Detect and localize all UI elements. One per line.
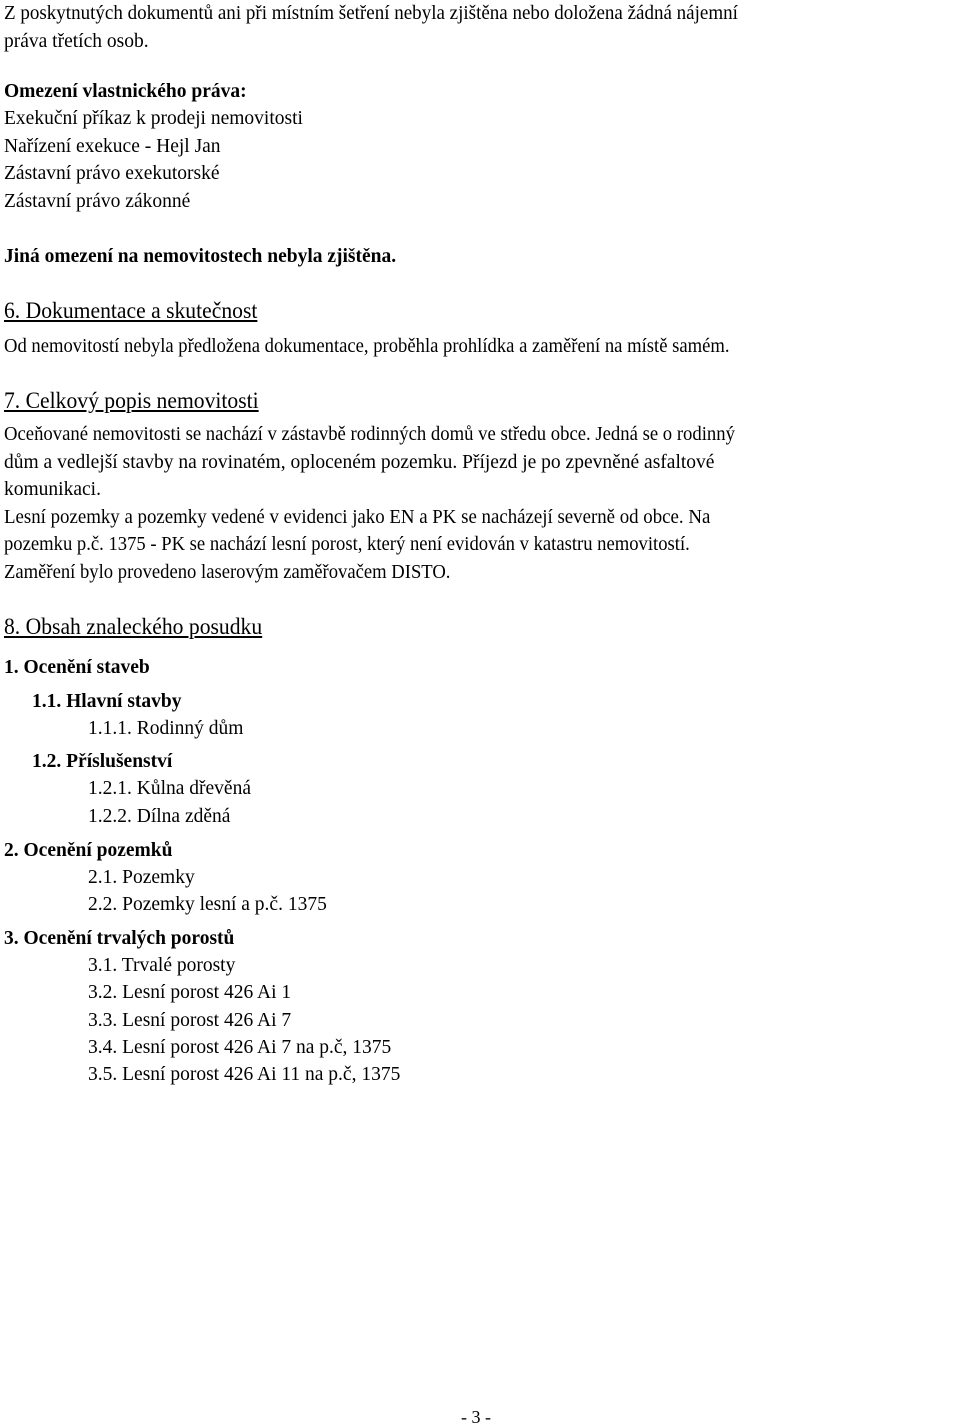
toc-group-1: 1. Ocenění staveb <box>4 657 150 678</box>
intro-paragraph <box>4 0 958 55</box>
encumbrance-item: Nařízení exekuce - Hejl Jan <box>4 136 221 157</box>
toc-item-3-1: 3.1. Trvalé porosty <box>88 955 236 976</box>
page-number: - 3 - <box>461 1407 491 1427</box>
intro-line-2: práva třetích osob. <box>4 30 149 52</box>
encumbrance-item: Zástavní právo zákonné <box>4 191 191 212</box>
toc-item-3-3: 3.3. Lesní porost 426 Ai 7 <box>88 1010 292 1031</box>
toc-item-1-1-1: 1.1.1. Rodinný dům <box>88 718 244 739</box>
toc-item-3-2: 3.2. Lesní porost 426 Ai 1 <box>88 982 292 1003</box>
section-6-text: Od nemovitostí nebyla předložena dokumentace, proběhla prohlídka a zaměření na místě samém. <box>4 336 730 357</box>
toc-item-2-1: 2.1. Pozemky <box>88 867 195 888</box>
section-7-line: Zaměření bylo provedeno laserovým zaměřovačem DISTO. <box>4 561 451 583</box>
encumbrance-item: Exekuční příkaz k prodeji nemovitosti <box>4 108 303 129</box>
encumbrance-item: Zástavní právo exekutorské <box>4 163 220 184</box>
toc-item-1-2-1: 1.2.1. Kůlna dřevěná <box>88 778 251 799</box>
encumbrances-note: Jiná omezení na nemovitostech nebyla zjištěna. <box>4 246 397 267</box>
toc-item-3-4: 3.4. Lesní porost 426 Ai 7 na p.č, 1375 <box>88 1037 392 1058</box>
section-7-heading: 7. Celkový popis nemovitosti <box>4 388 259 414</box>
intro-line-1: Z poskytnutých dokumentů ani při místním šetření nebyla zjištěna nebo doložena žádná nájemní <box>4 3 738 24</box>
section-7-body <box>4 421 958 586</box>
toc-group-2: 2. Ocenění pozemků <box>4 840 173 861</box>
section-8-heading: 8. Obsah znaleckého posudku <box>4 614 263 640</box>
encumbrances-heading: Omezení vlastnického práva: <box>4 81 247 102</box>
section-7-line: Oceňované nemovitosti se nachází v zástavbě rodinných domů ve středu obce. Jedná se o rodinný <box>4 424 735 445</box>
toc-item-1-2: 1.2. Příslušenství <box>32 751 173 772</box>
section-7-line: pozemku p.č. 1375 - PK se nachází lesní porost, který není evidován v katastru nemovitostí. <box>4 534 690 555</box>
section-7-line: dům a vedlejší stavby na rovinatém, oploceném pozemku. Příjezd je po zpevněné asfaltové <box>4 451 715 473</box>
section-7-line: Lesní pozemky a pozemky vedené v evidenci jako EN a PK se nacházejí severně od obce. Na <box>4 506 711 528</box>
toc-item-3-5: 3.5. Lesní porost 426 Ai 11 na p.č, 1375 <box>88 1064 401 1085</box>
section-7-line: komunikaci. <box>4 479 101 500</box>
toc-item-2-2: 2.2. Pozemky lesní a p.č. 1375 <box>88 894 327 915</box>
toc-item-1-2-2: 1.2.2. Dílna zděná <box>88 806 231 827</box>
toc-group-3: 3. Ocenění trvalých porostů <box>4 928 235 949</box>
toc-item-1-1: 1.1. Hlavní stavby <box>32 691 182 712</box>
section-6-heading: 6. Dokumentace a skutečnost <box>4 298 258 324</box>
